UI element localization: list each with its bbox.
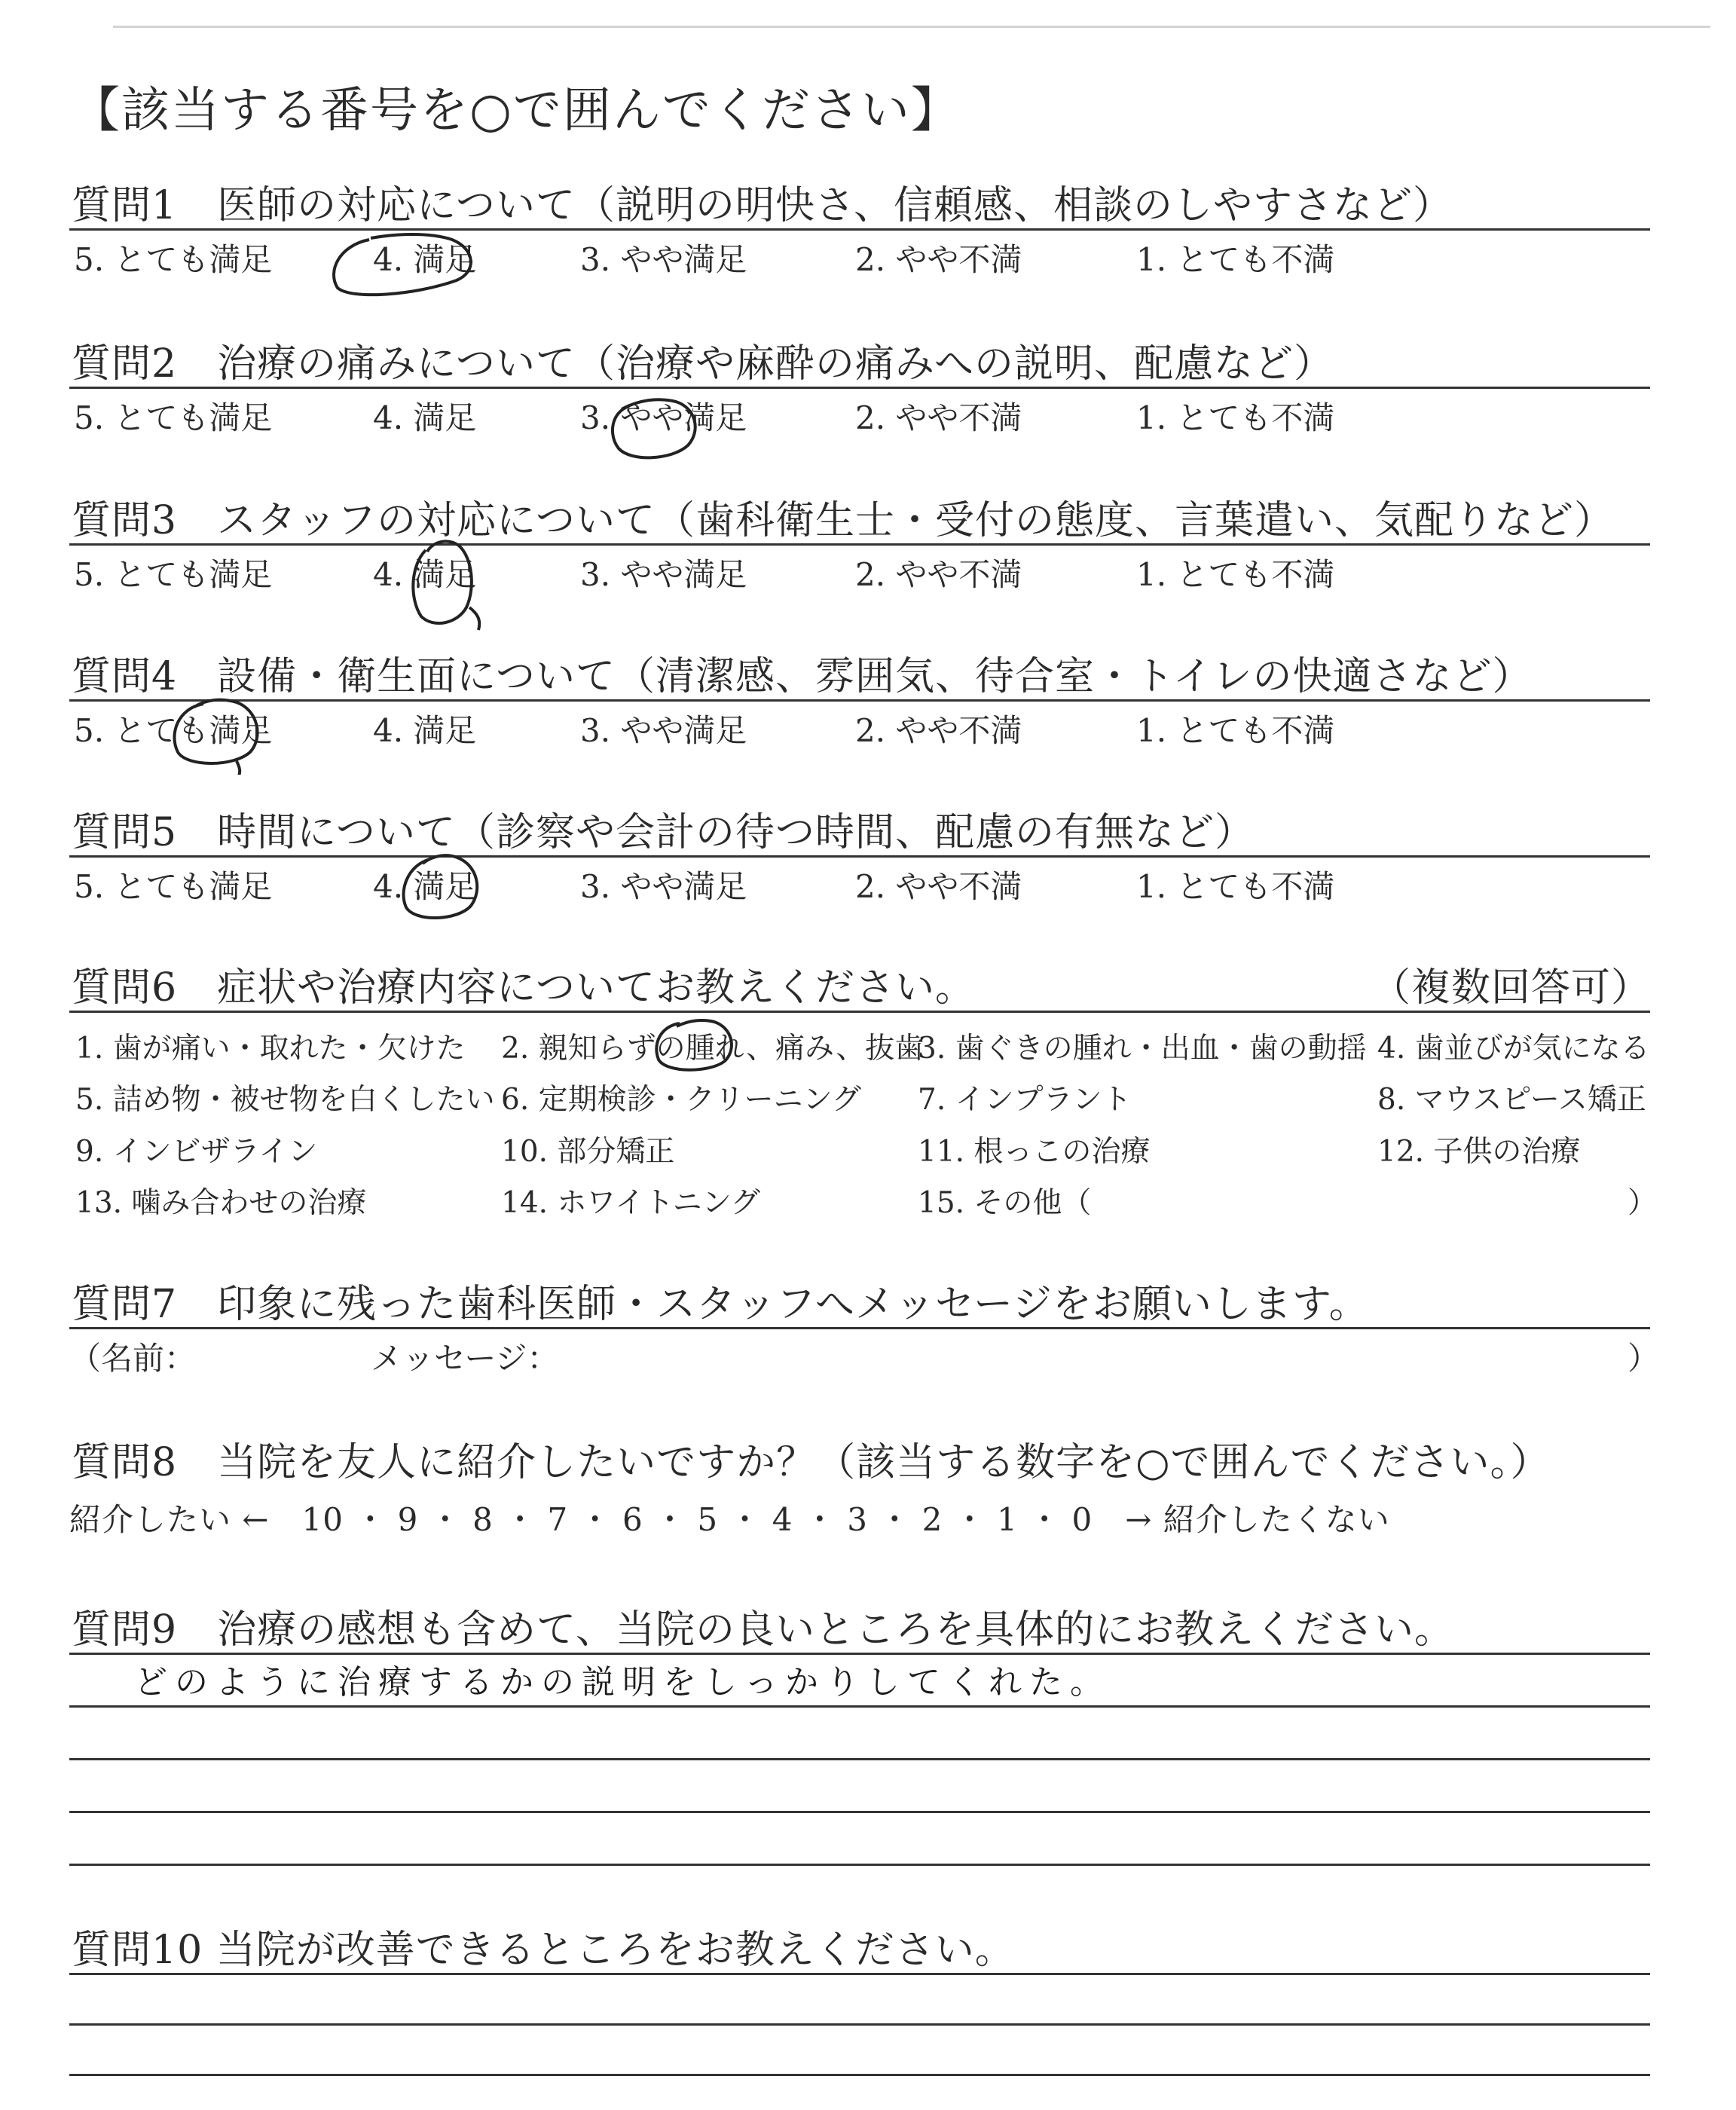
q4-option-4[interactable]: 4. 満足 <box>373 712 477 749</box>
q5-option-2[interactable]: 2. やや不満 <box>855 868 1022 905</box>
page-header: 【該当する番号を○で囲んでください】 <box>72 83 961 139</box>
q2-option-1[interactable]: 1. とても不満 <box>1136 399 1335 436</box>
question-6-note: （複数回答可） <box>1371 965 1652 1011</box>
q6-item-4[interactable]: 4. 歯並びが気になる <box>1377 1032 1650 1066</box>
scan-top-edge <box>113 26 1710 28</box>
q1-option-3[interactable]: 3. やや満足 <box>580 241 747 278</box>
q6-item-15-close: ） <box>1628 1186 1658 1220</box>
question-1-rule <box>69 228 1650 231</box>
q6-item-2[interactable]: 2. 親知らずの腫れ、痛み、抜歯 <box>501 1032 925 1066</box>
q5-option-1[interactable]: 1. とても不満 <box>1136 868 1335 905</box>
question-5-title: 質問5 時間について（診察や会計の待つ時間、配慮の有無など） <box>72 810 1255 855</box>
q8-recommend-scale[interactable]: 紹介したい ← 10 ・ 9 ・ 8 ・ 7 ・ 6 ・ 5 ・ 4 ・ 3 ・ 2 ・ 1 ・ 0 → 紹介したくない <box>69 1501 1390 1538</box>
question-7-rule <box>69 1327 1650 1329</box>
q5-option-4[interactable]: 4. 満足 <box>373 868 477 905</box>
q6-item-7[interactable]: 7. インプラント <box>918 1083 1132 1117</box>
q9-answer-line-1 <box>69 1705 1650 1708</box>
question-10-rule <box>69 1973 1650 1975</box>
q3-option-1[interactable]: 1. とても不満 <box>1136 556 1335 593</box>
q1-option-2[interactable]: 2. やや不満 <box>855 241 1022 278</box>
q6-item-8[interactable]: 8. マウスピース矯正 <box>1377 1083 1646 1117</box>
q4-option-5[interactable]: 5. とても満足 <box>74 712 273 749</box>
q7-close-paren: ） <box>1628 1340 1660 1377</box>
q2-option-5[interactable]: 5. とても満足 <box>74 399 273 436</box>
q2-option-2[interactable]: 2. やや不満 <box>855 399 1022 436</box>
q4-option-3[interactable]: 3. やや満足 <box>580 712 747 749</box>
q6-item-11[interactable]: 11. 根っこの治療 <box>918 1135 1151 1169</box>
question-10-title: 質問10 当院が改善できるところをお教えください。 <box>72 1928 1015 1973</box>
question-1-title: 質問1 医師の対応について（説明の明快さ、信頼感、相談のしやすさなど） <box>72 183 1453 228</box>
q9-answer-line-3 <box>69 1811 1650 1813</box>
question-7-title: 質問7 印象に残った歯科医師・スタッフへメッセージをお願いします。 <box>72 1282 1369 1327</box>
q1-option-1[interactable]: 1. とても不満 <box>1136 241 1335 278</box>
q5-option-5[interactable]: 5. とても満足 <box>74 868 273 905</box>
q6-item-3[interactable]: 3. 歯ぐきの腫れ・出血・歯の動揺 <box>918 1032 1367 1066</box>
q1-option-5[interactable]: 5. とても満足 <box>74 241 273 278</box>
q6-item-14[interactable]: 14. ホワイトニング <box>501 1186 760 1220</box>
question-4-rule <box>69 699 1650 702</box>
question-6-title: 質問6 症状や治療内容についてお教えください。 <box>72 965 976 1011</box>
q10-answer-line-2 <box>69 2074 1650 2076</box>
q5-option-3[interactable]: 3. やや満足 <box>580 868 747 905</box>
q3-option-2[interactable]: 2. やや不満 <box>855 556 1022 593</box>
q4-option-2[interactable]: 2. やや不満 <box>855 712 1022 749</box>
question-3-rule <box>69 543 1650 546</box>
question-6-rule <box>69 1011 1650 1013</box>
q3-option-5[interactable]: 5. とても満足 <box>74 556 273 593</box>
question-2-rule <box>69 387 1650 389</box>
question-9-title: 質問9 治療の感想も含めて、当院の良いところを具体的にお教えください。 <box>72 1607 1455 1653</box>
q7-message-label: メッセージ： <box>371 1340 559 1377</box>
q10-answer-line-1 <box>69 2023 1650 2026</box>
q6-item-1[interactable]: 1. 歯が痛い・取れた・欠けた <box>75 1032 466 1066</box>
q9-answer-line-4 <box>69 1864 1650 1866</box>
q1-option-4[interactable]: 4. 満足 <box>373 241 477 278</box>
question-5-rule <box>69 855 1650 858</box>
q2-option-4[interactable]: 4. 満足 <box>373 399 477 436</box>
q6-item-12[interactable]: 12. 子供の治療 <box>1377 1135 1581 1169</box>
q6-item-6[interactable]: 6. 定期検診・クリーニング <box>501 1083 861 1117</box>
q6-item-13[interactable]: 13. 噛み合わせの治療 <box>75 1186 367 1220</box>
question-3-title: 質問3 スタッフの対応について（歯科衛生士・受付の態度、言葉遣い、気配りなど） <box>72 498 1615 543</box>
q6-item-10[interactable]: 10. 部分矯正 <box>501 1135 675 1169</box>
q4-option-1[interactable]: 1. とても不満 <box>1136 712 1335 749</box>
question-4-title: 質問4 設備・衛生面について（清潔感、雰囲気、待合室・トイレの快適さなど） <box>72 654 1533 699</box>
question-2-title: 質問2 治療の痛みについて（治療や麻酔の痛みへの説明、配慮など） <box>72 341 1334 387</box>
q2-option-3[interactable]: 3. やや満足 <box>580 399 747 436</box>
q6-item-15[interactable]: 15. その他（ <box>918 1186 1092 1220</box>
q9-answer-line-2 <box>69 1758 1650 1760</box>
q6-item-5[interactable]: 5. 詰め物・被せ物を白くしたい <box>75 1083 495 1117</box>
q3-option-3[interactable]: 3. やや満足 <box>580 556 747 593</box>
q6-item-9[interactable]: 9. インビザライン <box>75 1135 318 1169</box>
q3-option-4[interactable]: 4. 満足 <box>373 556 477 593</box>
question-8-title: 質問8 当院を友人に紹介したいですか？（該当する数字を○で囲んでください。） <box>72 1440 1551 1485</box>
q9-handwritten-answer: どのように治療するかの説明をしっかりしてくれた。 <box>134 1663 1111 1702</box>
q7-name-label: （名前： <box>69 1340 197 1377</box>
